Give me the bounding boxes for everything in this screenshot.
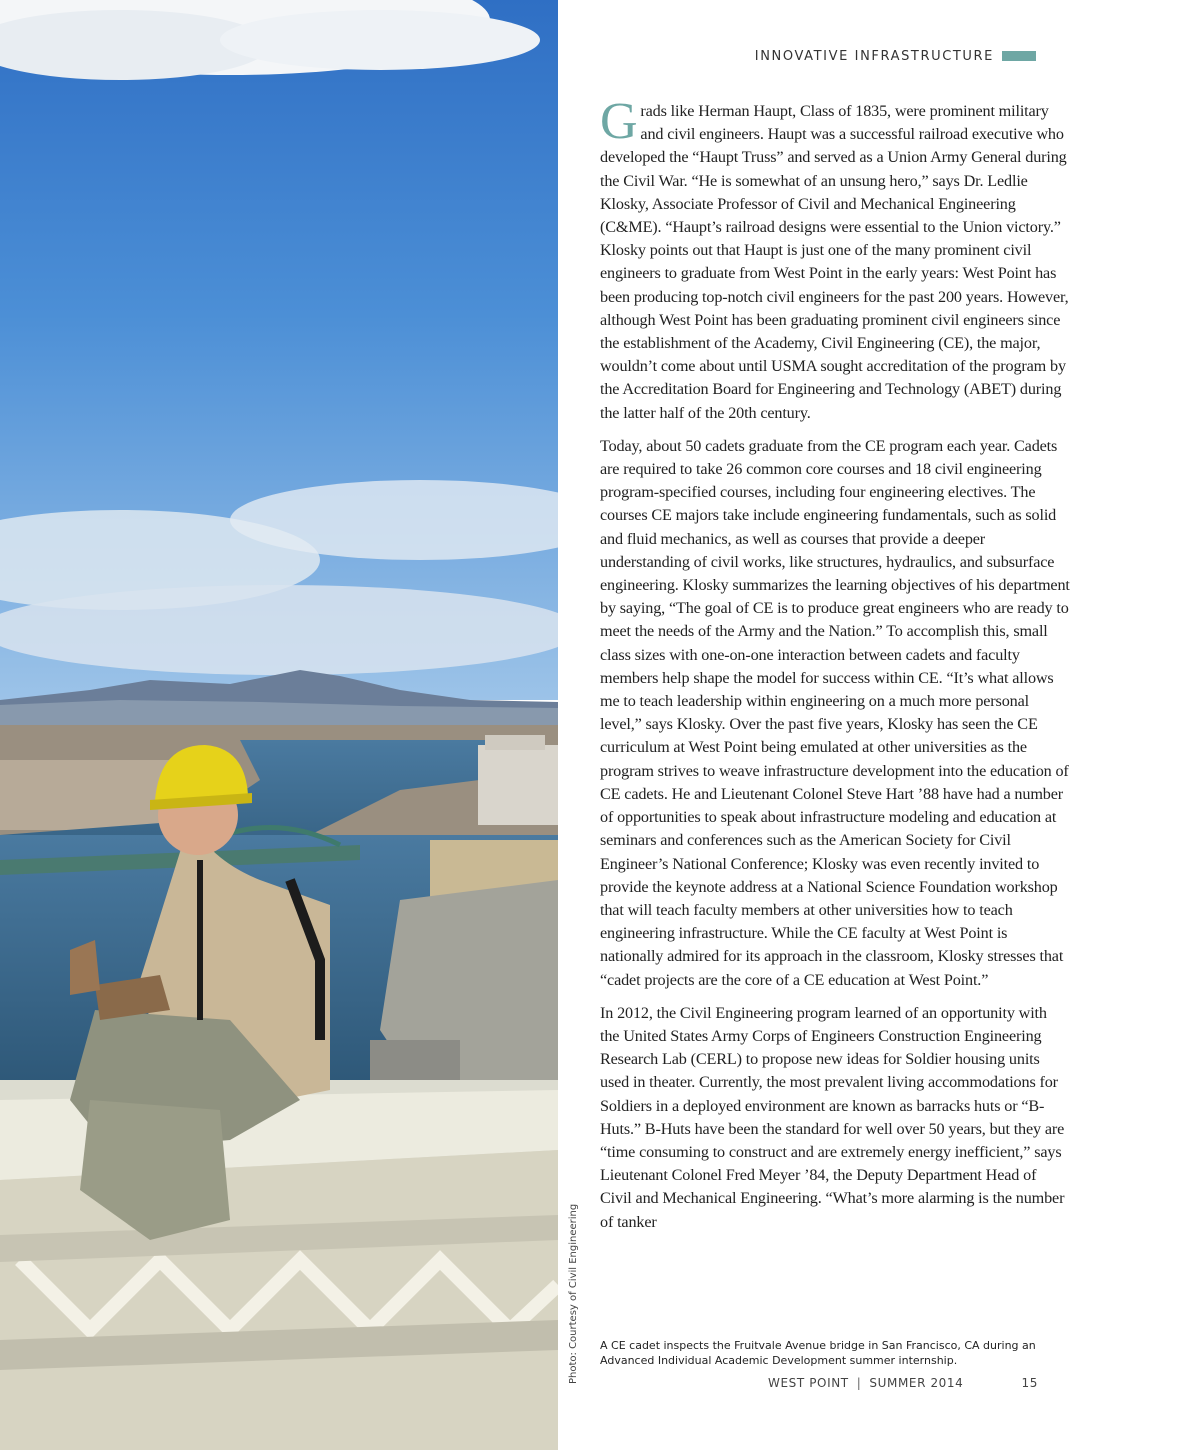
article-paragraph-3: In 2012, the Civil Engineering program learned of an opportunity with the United States Army Corps of Engineers Construction Engineering Research Lab (CERL) to propose new ideas for Soldier housing units used in theater. Currently, the most prevalent living accommodations for Soldiers in a deployed environment are known as barracks huts or “B-Huts.” B-Huts have been the standard for well over 50 years, but they are “time consuming to construct and are extremely energy inefficient,” says Lieutenant Colonel Fred Meyer ’84, the Deputy Department Head of Civil and Mechanical Engineering. “What’s more alarming is the number of tanker <box>600 1003 1065 1231</box>
article-paragraph-1 <box>600 93 1070 425</box>
article-paragraph-2: Today, about 50 cadets graduate from the CE program each year. Cadets are required to take 26 common core courses and 18 civil engineering program-specified courses, including four engineering electives. The courses CE majors take include engineering fundamentals, such as solid and fluid mechanics, as well as courses that provide a deeper understanding of civil works, like structures, hydraulics, and subsurface engineering. Klosky summarizes the learning objectives of his department by saying, “The goal of CE is to produce great engineers who are ready to meet the needs of the Army and the Nation.” To accomplish this, small class sizes with one-on-one interaction between cadets and faculty members help shape the model for success within CE. “It’s what allows me to teach leadership within engineering on a much more personal level,” says Klosky. Over the past five years, Klosky has seen the CE curriculum at West Point being emulated at other universities as the program strives to weave infrastructure development into the education of CE cadets. He and Lieutenant Colonel Steve Hart ’88 have had a number of opportunities to speak about infrastructure modeling and education at seminars and conferences such as the American Society for Civil Engineer’s National Conference; Klosky was even recently invited to provide the keynote address at a National Science Foundation workshop that will teach faculty members at other universities how to teach engineering infrastructure. While the CE faculty at West Point is nationally admired for its approach in the classroom, Klosky stresses that “cadet projects are the core of a CE education at West Point.” <box>600 436 1070 989</box>
article-body <box>600 93 1070 1244</box>
page-footer <box>768 1374 1038 1392</box>
photo-caption: A CE cadet inspects the Fruitvale Avenue bridge in San Francisco, CA during an Advanced Individual Academic Development summer internship. <box>600 1339 1036 1367</box>
issue-label: SUMMER 2014 <box>869 1376 964 1390</box>
cadet-bridge-photo <box>0 0 558 1450</box>
publication-name: WEST POINT <box>768 1376 849 1390</box>
footer-separator: | <box>856 1376 862 1390</box>
photo-credit: Photo: Courtesy of Civil Engineering <box>568 1203 579 1384</box>
cover-photo <box>0 0 558 1450</box>
section-accent-bar <box>1002 51 1036 61</box>
drop-cap: G <box>600 93 638 150</box>
section-header <box>600 46 1036 66</box>
section-title: INNOVATIVE INFRASTRUCTURE <box>754 48 994 64</box>
page-number: 15 <box>1021 1376 1038 1390</box>
paragraph-1-text: rads like Herman Haupt, Class of 1835, were prominent military and civil engineers. Haupt was a successful railroad executive who developed the “Haupt Truss” and served as a Union Army General during the Civil War. “He is somewhat of an unsung hero,” says Dr. Ledlie Klosky, Associate Professor of Civil and Mechanical Engineering (C&ME). “Haupt’s railroad designs were essential to the Union victory.” Klosky points out that Haupt is just one of the many prominent civil engineers to graduate from West Point in the early years: West Point has been producing top-notch civil engineers for the past 200 years. However, although West Point has been graduating prominent civil engineers since the establishment of the Academy, Civil Engineering (CE), the major, wouldn’t come about until USMA sought accreditation of the program by the Accreditation Board for Engineering and Technology (ABET) during the latter half of the 20th century. <box>600 102 1069 422</box>
